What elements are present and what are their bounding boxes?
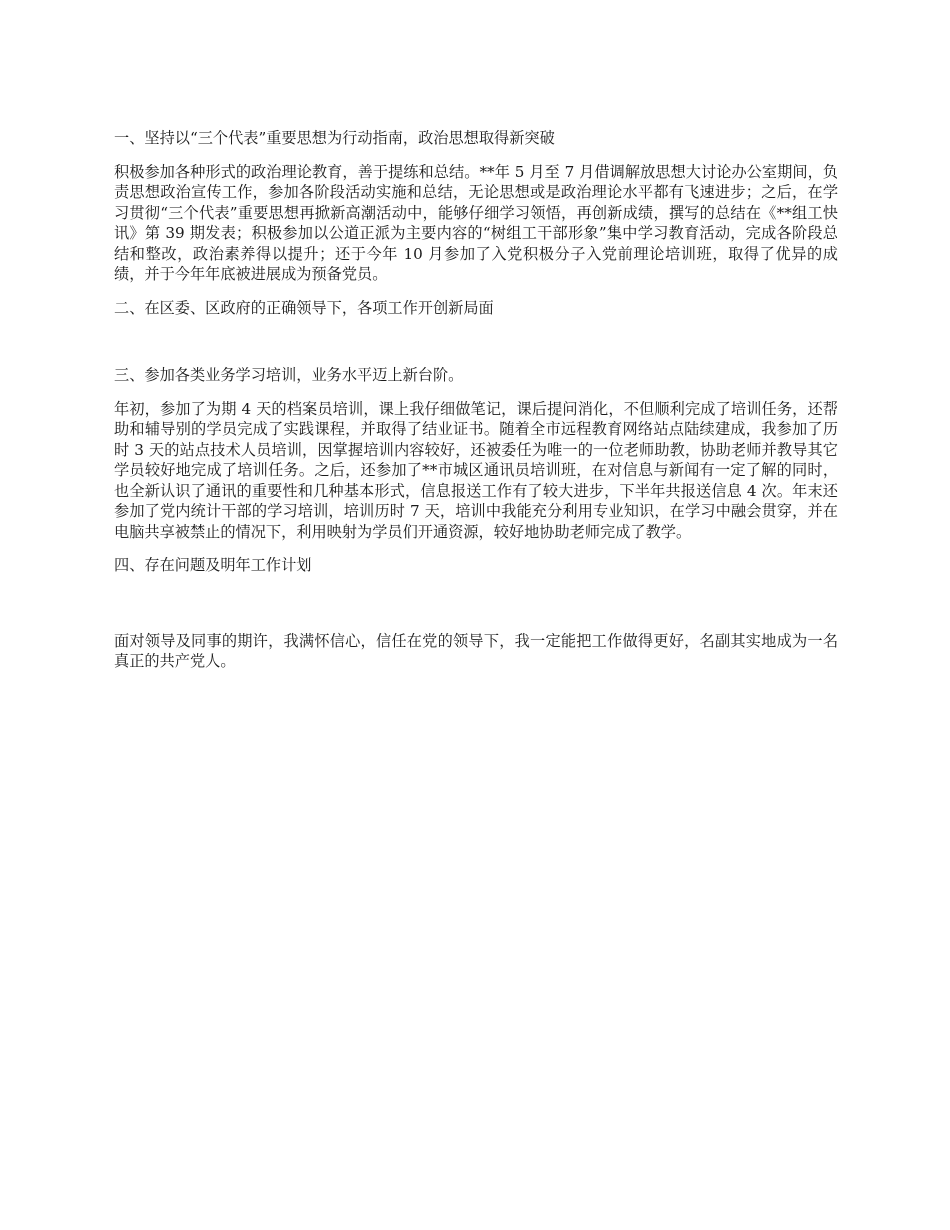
paragraph-training: 年初，参加了为期 4 天的档案员培训，课上我仔细做笔记，课后提问消化，不但顺利完成了培训任务，还帮助和辅导别的学员完成了实践课程，并取得了结业证书。随着全市远程教育网络站点陆续建成，我参加了历时 3 天的站点技术人员培训，因掌握培训内容较好，还被委任为唯一的一位老师助教，协助老师并教导其它学员较好地完成了培训任务。之后，还参加了**市城区通讯员培训班，在对信息与新闻有一定了解的同时，也全新认识了通讯的重要性和几种基本形式，信息报送工作有了较大进步，下半年共报送信息 4 次。年末还参加了党内统计干部的学习培训，培训历时 7 天，培训中我能充分利用专业知识，在学习中融会贯穿，并在电脑共享被禁止的情况下，利用映射为学员们开通资源，较好地协助老师完成了教学。: [114, 399, 838, 541]
paragraph-closing: 面对领导及同事的期许，我满怀信心，信任在党的领导下，我一定能把工作做得更好，名副其实地成为一名真正的共产党人。: [114, 631, 838, 670]
blank-space: [114, 589, 838, 631]
paragraph-political-study: 积极参加各种形式的政治理论教育，善于提练和总结。**年 5 月至 7 月借调解放思想大讨论办公室期间，负责思想政治宣传工作，参加各阶段活动实施和总结，无论思想或是政治理论水平都有飞速进步；之后，在学习贯彻“三个代表”重要思想再掀新高潮活动中，能够仔细学习领悟，再创新成绩，撰写的总结在《**组工快讯》第 39 期发表；积极参加以公道正派为主要内容的“树组工干部形象”集中学习教育活动，完成各阶段总结和整改，政治素养得以提升；还于今年 10 月参加了入党积极分子入党前理论培训班，取得了优异的成绩，并于今年年底被进展成为预备党员。: [114, 162, 838, 283]
blank-space: [114, 331, 838, 365]
section-heading-3: 三、参加各类业务学习培训，业务水平迈上新台阶。: [114, 366, 464, 384]
section-heading-1: 一、坚持以“三个代表”重要思想为行动指南，政治思想取得新突破: [114, 129, 555, 147]
document-body: [114, 128, 838, 685]
section-heading-4: 四、存在问题及明年工作计划: [114, 556, 312, 574]
section-heading-2: 二、在区委、区政府的正确领导下，各项工作开创新局面: [114, 298, 494, 317]
